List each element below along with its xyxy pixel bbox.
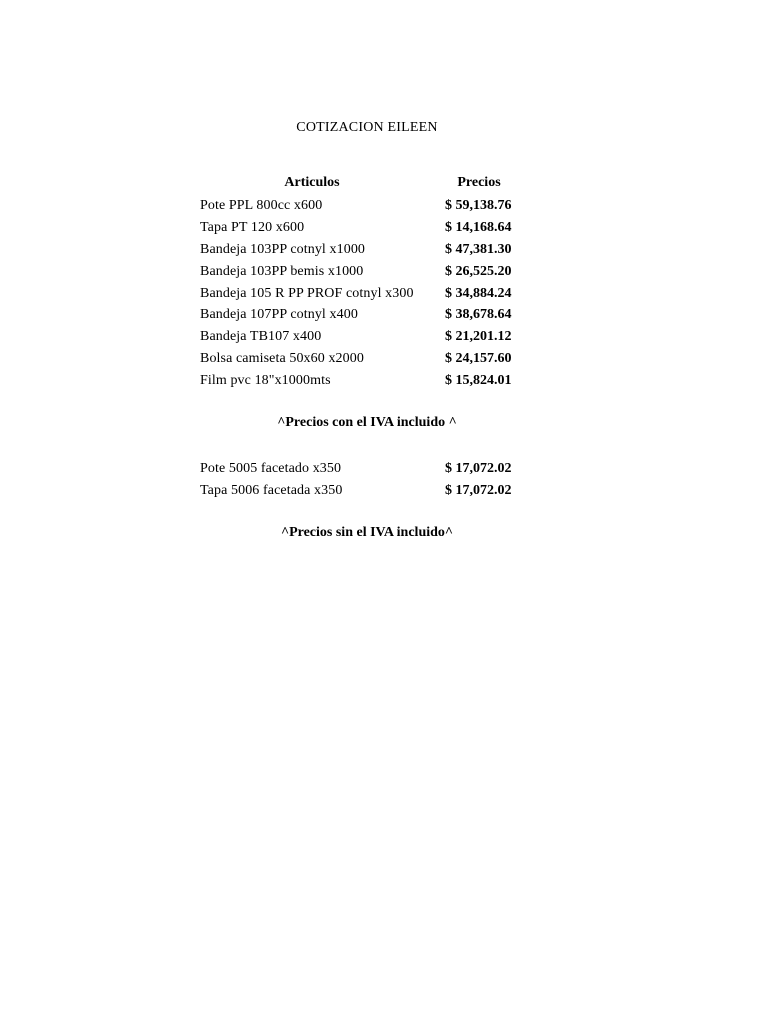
item-price: $ 24,157.60 xyxy=(445,351,512,367)
item-price: $ 34,884.24 xyxy=(445,285,512,301)
item-price: $ 15,824.01 xyxy=(445,373,512,389)
table-row xyxy=(200,481,520,503)
price-table-with-iva xyxy=(200,196,520,393)
item-name: Bandeja 105 R PP PROF cotnyl x300 xyxy=(200,285,414,301)
iva-included-note: ^Precios con el IVA incluido ^ xyxy=(277,415,457,430)
item-price: $ 59,138.76 xyxy=(445,198,512,213)
item-name: Bandeja 103PP cotnyl x1000 xyxy=(200,241,366,257)
item-price: $ 17,072.02 xyxy=(445,461,512,476)
item-price: $ 14,168.64 xyxy=(445,219,512,235)
item-name: Tapa 5006 facetada x350 xyxy=(200,482,343,498)
item-price: $ 21,201.12 xyxy=(445,329,512,345)
document-title: COTIZACION EILEEN xyxy=(296,120,438,135)
price-table-without-iva xyxy=(200,459,520,503)
item-name: Pote 5005 facetado x350 xyxy=(200,461,342,476)
item-price: $ 47,381.30 xyxy=(445,241,512,257)
item-name: Film pvc 18"x1000mts xyxy=(200,373,331,389)
table-row xyxy=(200,327,520,349)
item-price: $ 17,072.02 xyxy=(445,482,512,498)
table-row xyxy=(200,218,520,240)
column-header-precios: Precios xyxy=(457,175,501,190)
table-row xyxy=(200,284,520,306)
item-name: Bolsa camiseta 50x60 x2000 xyxy=(200,351,364,367)
table-row xyxy=(200,459,520,481)
item-name: Bandeja 107PP cotnyl x400 xyxy=(200,307,358,323)
item-name: Bandeja 103PP bemis x1000 xyxy=(200,263,364,279)
column-header-articulos: Articulos xyxy=(284,175,340,190)
item-name: Pote PPL 800cc x600 xyxy=(200,198,323,213)
item-price: $ 26,525.20 xyxy=(445,263,512,279)
table-row xyxy=(200,196,520,218)
table-row xyxy=(200,262,520,284)
table-row xyxy=(200,349,520,371)
item-name: Bandeja TB107 x400 xyxy=(200,329,322,345)
iva-excluded-note: ^Precios sin el IVA incluido^ xyxy=(280,525,454,540)
table-row xyxy=(200,371,520,393)
item-name: Tapa PT 120 x600 xyxy=(200,219,305,235)
table-row xyxy=(200,240,520,262)
item-price: $ 38,678.64 xyxy=(445,307,512,323)
table-row xyxy=(200,305,520,327)
